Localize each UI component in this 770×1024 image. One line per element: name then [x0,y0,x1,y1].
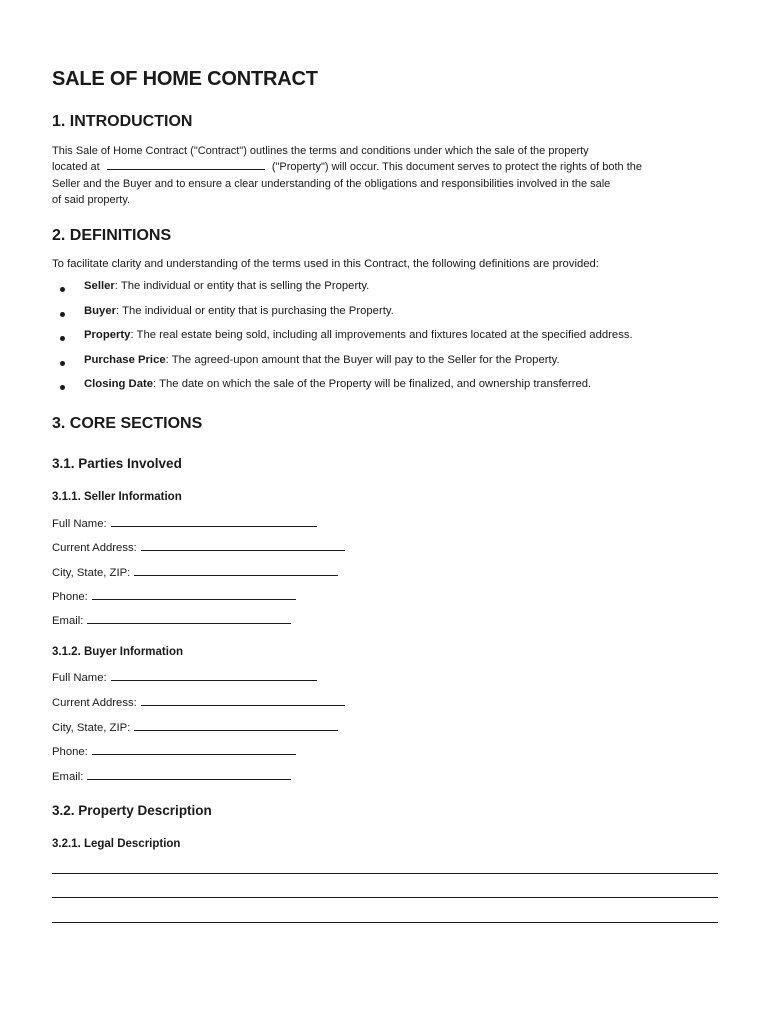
introduction-paragraph [52,143,718,208]
intro-line-1: This Sale of Home Contract ("Contract") outlines the terms and conditions under which the sale of the property [52,145,589,157]
intro-line-2 [52,159,718,175]
seller-phone-field [52,589,296,603]
seller-email-blank[interactable] [87,613,291,624]
bullet-icon [60,336,65,341]
definitions-heading: 2. DEFINITIONS [52,227,172,244]
definition-item-purchase-price [52,354,732,379]
seller-information-heading: 3.1.1. Seller Information [52,491,182,503]
buyer-information-heading: 3.1.2. Buyer Information [52,646,184,658]
intro-line-3: Seller and the Buyer and to ensure a clear understanding of the obligations and responsibilities involved in the sale [52,177,611,190]
legal-description-heading: 3.2.1. Legal Description [52,838,181,850]
intro-line-2-end: ("Property") will occur. This document serves to protect the rights of both the [271,161,642,174]
intro-line-2-start: located at [52,161,100,174]
property-location-blank[interactable] [107,159,265,170]
definition-text: : The individual or entity that is selling the Property. [114,280,370,292]
buyer-email-field [52,769,291,783]
seller-city-state-zip-blank[interactable] [134,565,338,576]
buyer-phone-field [52,744,296,758]
legal-description-line-2[interactable] [52,897,718,898]
seller-phone-blank[interactable] [92,589,296,600]
seller-current-address-field [52,540,345,554]
buyer-current-address-blank[interactable] [141,695,345,706]
seller-current-address-blank[interactable] [141,540,345,551]
field-label: Full Name: [52,672,107,684]
property-description-heading: 3.2. Property Description [52,803,212,818]
definition-term: Buyer [84,304,117,317]
definition-text: : The individual or entity that is purchasing the Property. [116,304,394,317]
document-title: SALE OF HOME CONTRACT [52,68,318,90]
bullet-icon [60,385,65,390]
definitions-intro: To facilitate clarity and understanding of the terms used in this Contract, the following definitions are provided: [52,258,599,270]
definition-text: : The date on which the sale of the Property will be finalized, and ownership transferred. [153,378,592,390]
definition-text: : The real estate being sold, including all improvements and fixtures located at the specified address. [130,329,633,341]
definition-item-closing-date [52,378,732,403]
bullet-icon [60,287,65,292]
bullet-icon [60,312,65,317]
definition-item-property [52,329,732,354]
bullet-icon [60,361,65,366]
legal-description-line-3[interactable] [52,922,718,923]
field-label: Email: [52,615,84,627]
definition-item-buyer [52,305,732,330]
field-label: Full Name: [52,518,107,530]
field-label: City, State, ZIP: [52,567,131,579]
introduction-heading: 1. INTRODUCTION [52,113,193,130]
intro-line-4: of said property. [52,193,131,206]
seller-full-name-blank[interactable] [111,516,317,527]
definition-term: Closing Date [84,378,154,390]
seller-city-state-zip-field [52,565,338,579]
seller-full-name-field [52,516,317,530]
buyer-full-name-blank[interactable] [111,670,317,681]
legal-description-line-1[interactable] [52,873,718,874]
field-label: Current Address: [52,697,137,709]
buyer-phone-blank[interactable] [92,744,296,755]
seller-email-field [52,613,291,627]
definition-text: : The agreed-upon amount that the Buyer will pay to the Seller for the Property. [165,353,560,366]
buyer-city-state-zip-field [52,720,338,734]
definition-term: Seller [84,280,115,292]
definition-term: Property [84,329,131,341]
definition-term: Purchase Price [84,353,166,366]
definitions-list [52,280,732,403]
parties-involved-heading: 3.1. Parties Involved [52,456,182,471]
buyer-full-name-field [52,670,317,684]
buyer-email-blank[interactable] [87,769,291,780]
field-label: Phone: [52,591,88,603]
field-label: City, State, ZIP: [52,722,131,734]
definition-item-seller [52,280,732,305]
buyer-city-state-zip-blank[interactable] [134,720,338,731]
field-label: Email: [52,771,84,783]
field-label: Phone: [52,746,88,758]
buyer-current-address-field [52,695,345,709]
field-label: Current Address: [52,542,137,554]
core-sections-heading: 3. CORE SECTIONS [52,415,203,432]
